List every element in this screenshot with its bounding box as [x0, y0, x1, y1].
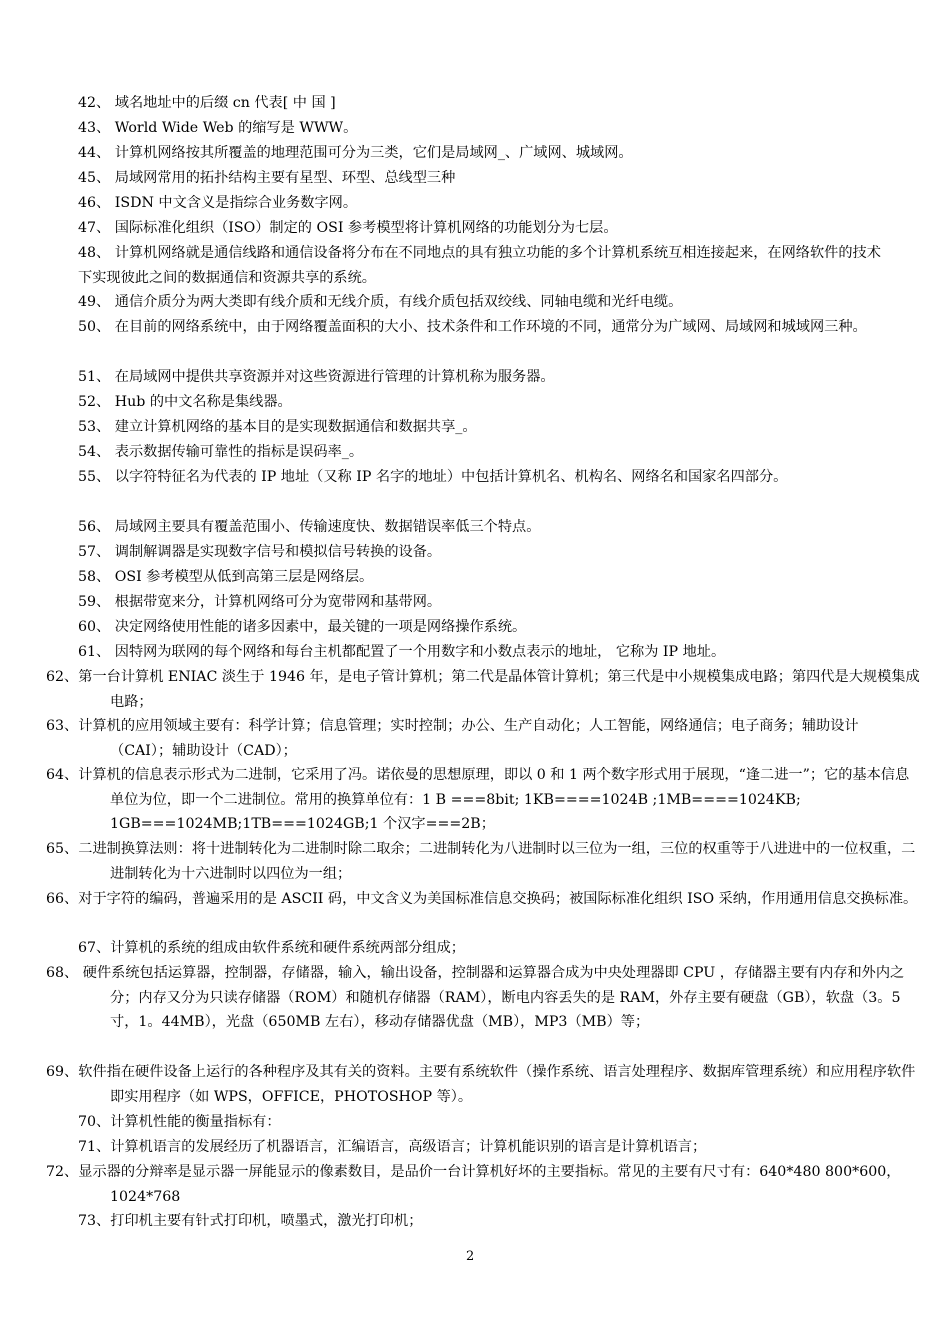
- list-item: 57、 调制解调器是实现数字信号和模拟信号转换的设备。: [78, 544, 442, 560]
- list-item: 44、 计算机网络按其所覆盖的地理范围可分为三类，它们是局域网_、广域网、城域网。: [78, 145, 633, 161]
- list-item: 69、软件指在硬件设备上运行的各种程序及其有关的资料。主要有系统软件（操作系统、语言处理程序、数据库管理系统）和应用程序软件即实用程序（如 WPS，OFFICE，PHOTOSHOP 等）。: [46, 1064, 916, 1105]
- list-item: 42、 域名地址中的后缀 cn 代表[ 中 国 ]: [78, 95, 336, 111]
- list-item: 64、计算机的信息表示形式为二进制，它采用了冯。诺依曼的思想原理，即以 0 和 1 两个数字形式用于展现，“逢二进一”；它的基本信息单位为位，即一个二进制位。常用的换算单位有：1 B ===8bit; 1KB====1024B ;1MB====1024KB; 1GB===1024MB;1TB===1024GB;1 个汉字===2B；: [46, 767, 910, 833]
- list-item: 70、计算机性能的衡量指标有：: [78, 1114, 281, 1130]
- list-item: 47、 国际标准化组织（ISO）制定的 OSI 参考模型将计算机网络的功能划分为七层。: [78, 220, 618, 236]
- list-item: 73、打印机主要有针式打印机，喷墨式，激光打印机；: [78, 1213, 423, 1229]
- list-item: 53、 建立计算机网络的基本目的是实现数据通信和数据共享_。: [78, 419, 477, 435]
- list-item: 56、 局域网主要具有覆盖范围小、传输速度快、数据错误率低三个特点。: [78, 519, 541, 535]
- page-number: 2: [466, 1249, 475, 1264]
- list-item: 52、 Hub 的中文名称是集线器。: [78, 394, 292, 410]
- list-item: 58、 OSI 参考模型从低到高第三层是网络层。: [78, 569, 374, 585]
- list-item: 68、 硬件系统包括运算器，控制器，存储器，输入，输出设备，控制器和运算器合成为中央处理器即 CPU ，存储器主要有内存和外内之分；内存又分为只读存储器（ROM）和随机存储器（RAM），断电内容丢失的是 RAM，外存主要有硬盘（GB），软盘（3。5 寸，1。44MB），光盘（650MB 左右），移动存储器优盘（MB），MP3（MB）等；: [46, 965, 905, 1031]
- list-item: 43、 World Wide Web 的缩写是 WWW。: [78, 120, 358, 136]
- list-item: 60、 决定网络使用性能的诸多因素中，最关键的一项是网络操作系统。: [78, 619, 527, 635]
- list-item: 55、 以字符特征名为代表的 IP 地址（又称 IP 名字的地址）中包括计算机名、机构名、网络名和国家名四部分。: [78, 469, 788, 485]
- list-item: 51、 在局域网中提供共享资源并对这些资源进行管理的计算机称为服务器。: [78, 369, 555, 385]
- list-item: 59、 根据带宽来分，计算机网络可分为宽带网和基带网。: [78, 594, 442, 610]
- list-item: 49、 通信介质分为两大类即有线介质和无线介质，有线介质包括双绞线、同轴电缆和光纤电缆。: [78, 294, 683, 310]
- list-item: 46、 ISDN 中文含义是指综合业务数字网。: [78, 195, 358, 211]
- list-item: 72、显示器的分辩率是显示器一屏能显示的像素数目，是品价一台计算机好坏的主要指标。常见的主要有尺寸有：640*480 800*600，1024*768: [46, 1164, 901, 1205]
- list-item: 50、 在目前的网络系统中，由于网络覆盖面积的大小、技术条件和工作环境的不同，通常分为广域网、局域网和城域网三种。: [78, 319, 867, 335]
- list-item: 61、 因特网为联网的每个网络和每台主机都配置了一个用数字和小数点表示的地址， 它称为 IP 地址。: [78, 644, 726, 660]
- list-item: 71、计算机语言的发展经历了机器语言，汇编语言，高级语言；计算机能识别的语言是计算机语言；: [78, 1139, 707, 1155]
- list-item: 54、 表示数据传输可靠性的指标是误码率_。: [78, 444, 364, 460]
- list-item: 65、二进制换算法则：将十进制转化为二进制时除二取余；二进制转化为八进制时以三位为一组，三位的权重等于八进进中的一位权重，二进制转化为十六进制时以四位为一组；: [46, 841, 916, 882]
- list-item: 62、第一台计算机 ENIAC 淡生于 1946 年，是电子管计算机；第二代是晶体管计算机；第三代是中小规模集成电路；第四代是大规模集成电路；: [46, 669, 920, 710]
- list-item: 48、 计算机网络就是通信线路和通信设备将分布在不同地点的具有独立功能的多个计算机系统互相连接起来，在网络软件的技术下实现彼此之间的数据通信和资源共享的系统。: [78, 245, 881, 286]
- list-item: 63、计算机的应用领域主要有：科学计算；信息管理；实时控制；办公、生产自动化；人工智能，网络通信；电子商务；辅助设计（CAI）；辅助设计（CAD）；: [46, 718, 859, 759]
- list-item: 67、计算机的系统的组成由软件系统和硬件系统两部分组成；: [78, 940, 465, 956]
- list-item: 66、对于字符的编码，普遍采用的是 ASCII 码，中文含义为美国标准信息交换码；被国际标准化组织 ISO 采纳，作用通用信息交换标准。: [46, 891, 918, 907]
- list-item: 45、 局域网常用的拓扑结构主要有星型、环型、总线型三种: [78, 170, 456, 186]
